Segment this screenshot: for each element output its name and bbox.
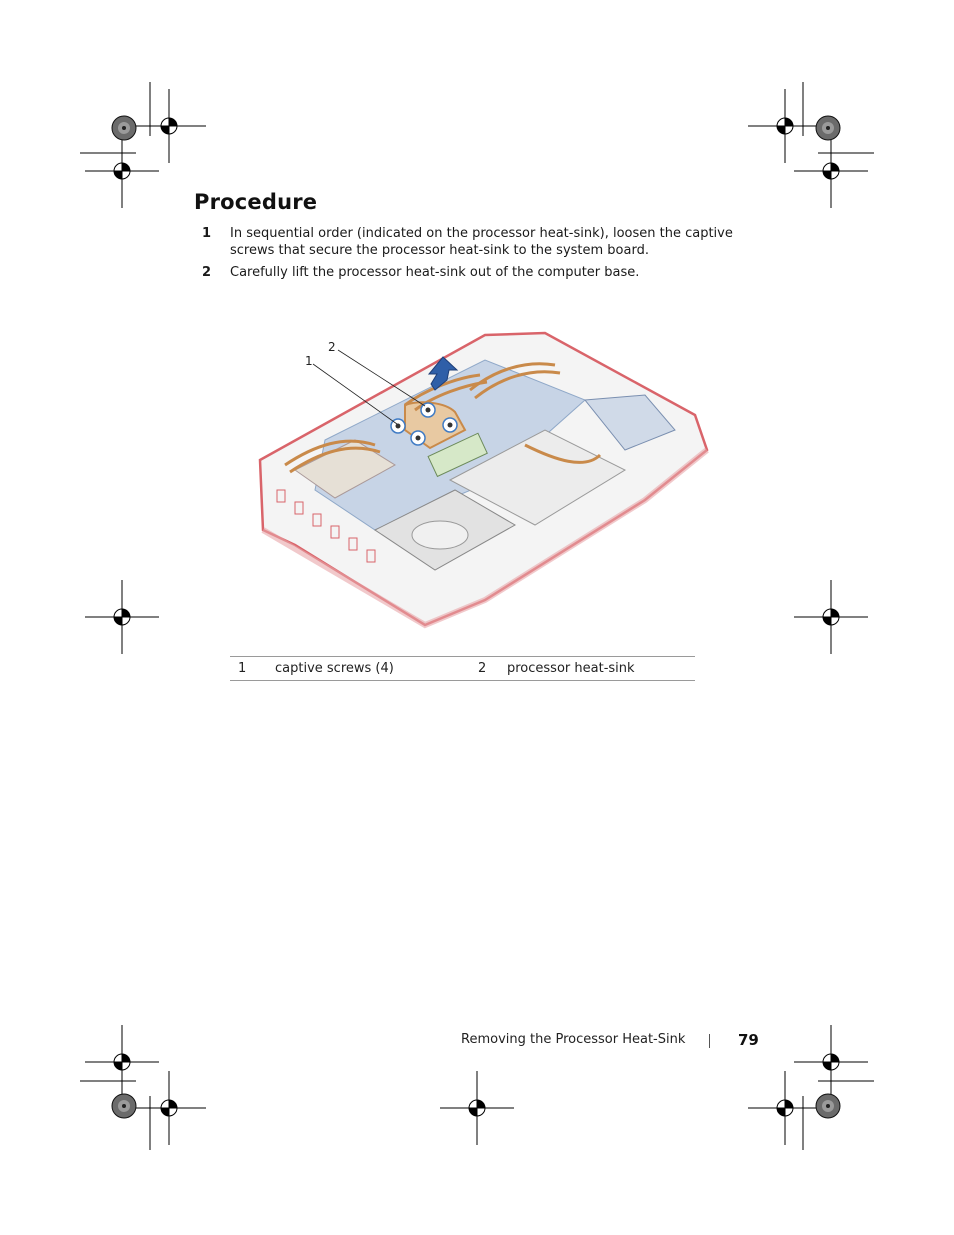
footer-section-title: Removing the Processor Heat-Sink [461,1032,686,1047]
legend-row [230,657,695,681]
star-target-bottom-right [816,1094,840,1118]
crosshair-mark-top-right [748,89,822,163]
star-target-top-right [816,116,840,140]
crosshair-mark-bottom-left [132,1071,206,1145]
callout-legend [230,656,695,681]
heat-sink-illustration [255,330,715,630]
step-text: In sequential order (indicated on the processor heat-sink), loosen the captive screws that secure the processor heat-sink to the system board. [230,226,733,258]
callout-label-1: 1 [305,354,313,368]
crosshair-mark-bottom-center [440,1071,514,1145]
legend-label: captive screws (4) [275,657,478,681]
crosshair-mark-right-bottom [794,1025,868,1099]
star-target-top-left [112,116,136,140]
crosshair-mark-left-bottom [85,1025,159,1099]
crosshair-mark-middle-left [85,580,159,654]
step-text: Carefully lift the processor heat-sink out of the computer base. [230,265,640,280]
callout-label-2: 2 [328,340,336,354]
legend-number: 1 [230,657,275,681]
crosshair-mark-bottom-right [748,1071,822,1145]
crosshair-mark-right-top [794,134,868,208]
crosshair-mark-top-left [132,89,206,163]
step-number: 1 [202,226,212,241]
footer-divider [709,1034,710,1048]
legend-label: processor heat-sink [507,657,695,681]
crosshair-mark-middle-right [794,580,868,654]
crosshair-mark-left-top [85,134,159,208]
star-target-bottom-left [112,1094,136,1118]
page-number: 79 [738,1031,759,1049]
step-number: 2 [202,265,212,280]
page-heading: Procedure [194,190,318,214]
legend-number: 2 [478,657,507,681]
